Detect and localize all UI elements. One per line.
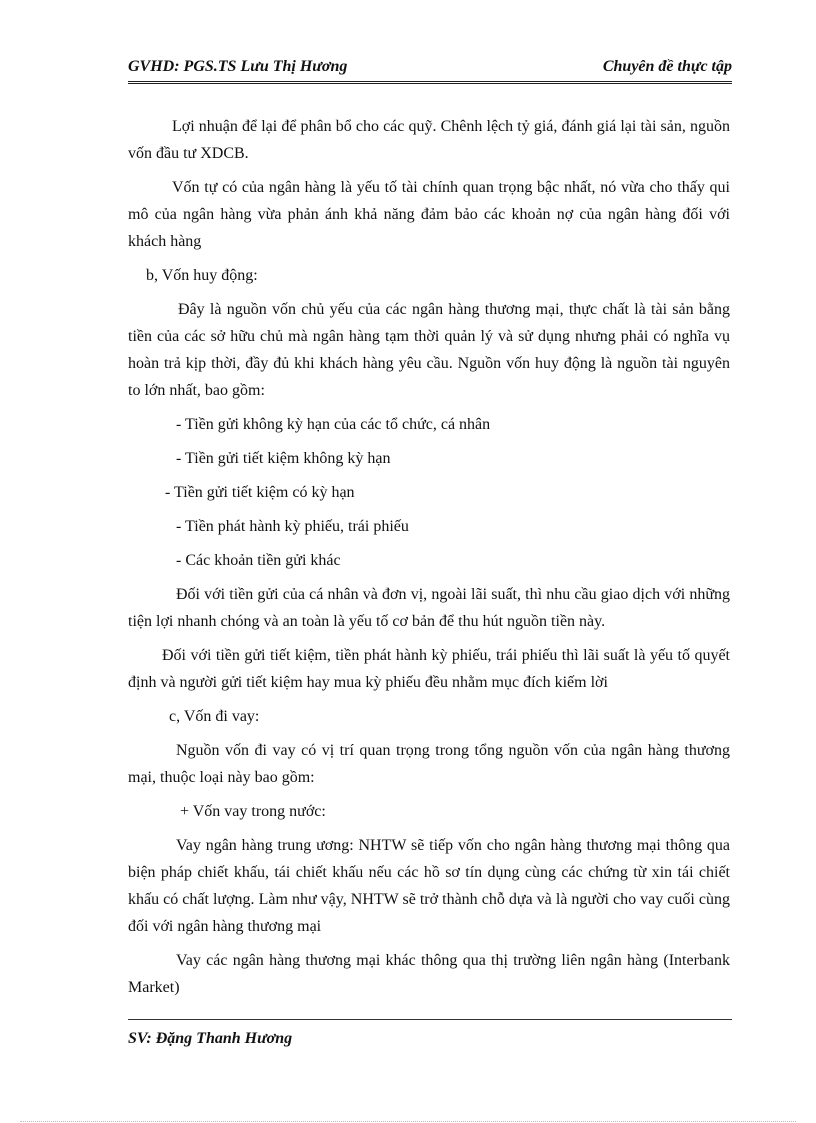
paragraph-interbank: Vay các ngân hàng thương mại khác thông qua thị trường liên ngân hàng (Interbank Market) bbox=[128, 952, 730, 996]
student-label: SV: Đặng Thanh Hương bbox=[128, 1030, 293, 1047]
supervisor-label: GVHD: PGS.TS Lưu Thị Hương bbox=[128, 58, 348, 75]
paragraph-borrowed-capital: Nguồn vốn đi vay có vị trí quan trọng trong tổng nguồn vốn của ngân hàng thương mại, thuộc loại này bao gồm: bbox=[128, 742, 730, 786]
footer-divider bbox=[128, 1019, 732, 1020]
paragraph-central-bank: Vay ngân hàng trung ương: NHTW sẽ tiếp vốn cho ngân hàng thương mại thông qua biện pháp chiết khấu, tái chiết khấu nếu các hồ sơ tín dụng cùng các chứng từ xin tái chiết khấu có chất lượng. Làm như vậy, NHTW sẽ trở thành chỗ dựa và là người cho vay cuối cùng đối với ngân hàng thương mại bbox=[128, 837, 730, 935]
heading-domestic-loans: + Vốn vay trong nước: bbox=[180, 803, 326, 820]
paragraph-individual-deposits: Đối với tiền gửi của cá nhân và đơn vị, ngoài lãi suất, thì nhu cầu giao dịch với những tiện lợi nhanh chóng và an toàn là yếu tố cơ bản để thu hút nguồn tiền này. bbox=[128, 586, 730, 630]
list-item: - Các khoản tiền gửi khác bbox=[176, 552, 341, 569]
paragraph-retained-earnings: Lợi nhuận để lại để phân bổ cho các quỹ. Chênh lệch tỷ giá, đánh giá lại tài sản, nguồn vốn đầu tư XDCB. bbox=[128, 118, 730, 162]
paragraph-savings-deposits: Đối với tiền gửi tiết kiệm, tiền phát hành kỳ phiếu, trái phiếu thì lãi suất là yếu tố quyết định và người gửi tiết kiệm hay mua kỳ phiếu đều nhằm mục đích kiếm lời bbox=[128, 647, 730, 691]
list-item: - Tiền phát hành kỳ phiếu, trái phiếu bbox=[176, 518, 409, 535]
list-item: - Tiền gửi không kỳ hạn của các tổ chức, cá nhân bbox=[176, 416, 491, 433]
list-item: - Tiền gửi tiết kiệm không kỳ hạn bbox=[176, 450, 391, 467]
heading-mobilized-capital: b, Vốn huy động: bbox=[146, 267, 258, 284]
list-item: - Tiền gửi tiết kiệm có kỳ hạn bbox=[165, 484, 355, 501]
page-header bbox=[128, 55, 732, 84]
heading-borrowed-capital: c, Vốn đi vay: bbox=[169, 708, 260, 725]
paragraph-equity: Vốn tự có của ngân hàng là yếu tố tài chính quan trọng bậc nhất, nó vừa cho thấy qui mô của ngân hàng vừa phản ánh khả năng đảm bảo các khoản nợ của ngân hàng đối với khách hàng bbox=[128, 179, 730, 250]
paragraph-mobilized-capital: Đây là nguồn vốn chủ yếu của các ngân hàng thương mại, thực chất là tài sản bằng tiền của các sở hữu chủ mà ngân hàng tạm thời quản lý và sử dụng nhưng phải có nghĩa vụ hoàn trả kịp thời, đầy đủ khi khách hàng yêu cầu. Nguồn vốn huy động là nguồn tài nguyên to lớn nhất, bao gồm: bbox=[128, 301, 730, 399]
page-edge-divider bbox=[20, 1121, 796, 1122]
document-body bbox=[128, 113, 730, 1001]
document-title: Chuyên đề thực tập bbox=[602, 58, 732, 75]
